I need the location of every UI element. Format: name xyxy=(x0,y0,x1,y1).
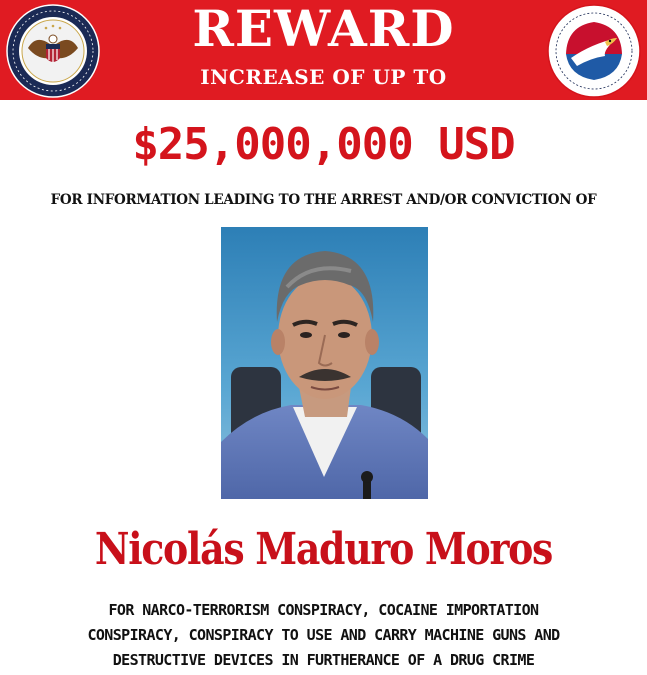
information-line: FOR INFORMATION LEADING TO THE ARREST AND/OR CONVICTION OF xyxy=(50,192,597,208)
charges-text xyxy=(0,598,647,673)
reward-title: REWARD xyxy=(192,0,455,58)
reward-amount: $25,000,000 USD xyxy=(132,119,515,170)
person-name: Nicolás Maduro Moros xyxy=(94,524,553,575)
header-banner xyxy=(0,0,647,100)
portrait-photo xyxy=(221,227,428,499)
dea-seal-icon xyxy=(547,4,641,98)
increase-subtitle: INCREASE OF UP TO xyxy=(200,65,447,89)
charges-line: FOR NARCO-TERRORISM CONSPIRACY, COCAINE IMPORTATION xyxy=(108,601,539,619)
charges-line: CONSPIRACY, CONSPIRACY TO USE AND CARRY MACHINE GUNS AND xyxy=(87,626,560,644)
charges-line: DESTRUCTIVE DEVICES IN FURTHERANCE OF A DRUG CRIME xyxy=(112,651,535,669)
